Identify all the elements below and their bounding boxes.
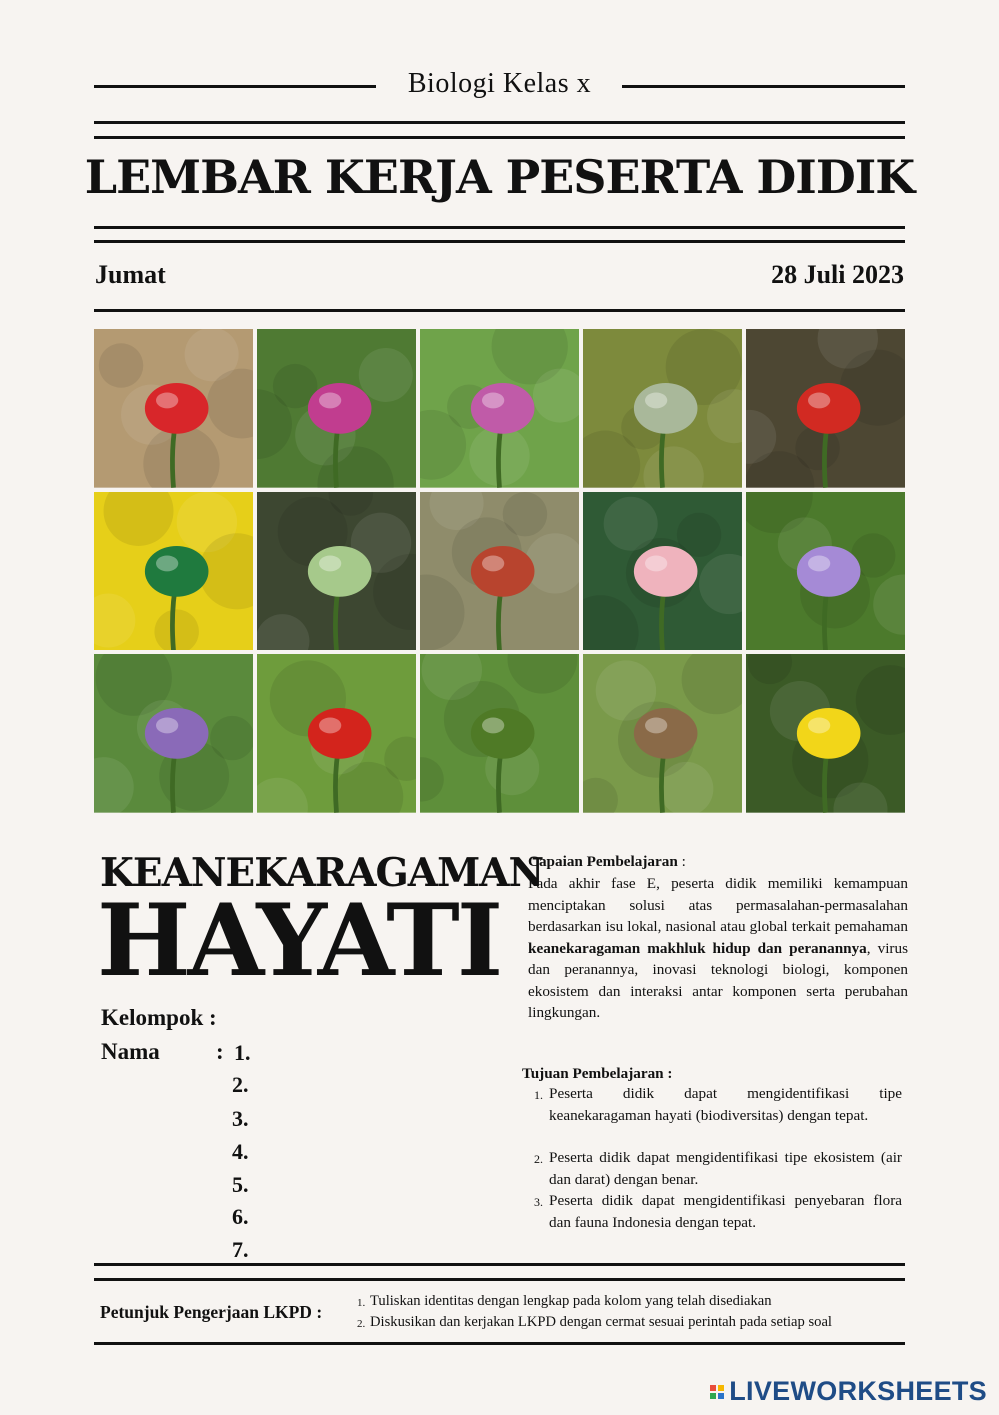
member-number-6: 6. xyxy=(232,1204,249,1229)
dragonfly-photo xyxy=(420,492,579,651)
insect-grass-photo xyxy=(583,329,742,488)
footer-rule-top-2 xyxy=(94,1278,905,1281)
date-label: 28 Juli 2023 xyxy=(771,260,904,289)
logo-square-1 xyxy=(710,1385,716,1391)
subject-label: Biologi Kelas x xyxy=(407,68,592,99)
petunjuk-item-number-1: 1. xyxy=(357,1297,366,1309)
petunjuk-item-1: Tuliskan identitas dengan lengkap pada kolom yang telah disediakan xyxy=(370,1293,772,1309)
title-rule-bottom-1 xyxy=(94,226,905,229)
tujuan-item-number-3: 3. xyxy=(534,1195,543,1209)
tujuan-item-number-1: 1. xyxy=(534,1088,543,1102)
leaf-bud-photo xyxy=(257,492,416,651)
capaian-heading-text: Capaian Pembelajaran xyxy=(528,853,678,870)
tujuan-item-1: Peserta didik dapat mengidentifikasi tipe keanekaragaman hayati (biodiversitas) dengan tepat. xyxy=(549,1085,902,1124)
topic-title-line2: HAYATI xyxy=(97,883,501,999)
petunjuk-label: Petunjuk Pengerjaan LKPD : xyxy=(100,1302,323,1322)
tujuan-item-3: Peserta didik dapat mengidentifikasi penyebaran flora dan fauna Indonesia dengan tepat. xyxy=(549,1192,902,1231)
bee-scabiosa-photo xyxy=(746,492,905,651)
title-rule-top-1 xyxy=(94,121,905,124)
member-number-1: 1. xyxy=(234,1040,251,1065)
capaian-body xyxy=(528,873,908,1024)
capaian-body-start: Pada akhir fase E, peserta didik memiliki kemampuan menciptakan solusi atas permasalahan-permasalahan berdasarkan isu lokal, nasional atau global terkait pemahaman xyxy=(528,875,908,935)
logo-square-4 xyxy=(718,1393,724,1399)
yellow-pea-flower-photo xyxy=(746,654,905,813)
member-number-5: 5. xyxy=(232,1172,249,1197)
footer-rule-top-1 xyxy=(94,1263,905,1266)
member-number-2: 2. xyxy=(232,1072,249,1097)
day-label: Jumat xyxy=(95,260,166,289)
title-rule-bottom-2 xyxy=(94,240,905,243)
title-rule-top-2 xyxy=(94,136,905,139)
tujuan-item-number-2: 2. xyxy=(534,1152,543,1166)
crane-fly-photo xyxy=(583,654,742,813)
capaian-body-bold: keanekaragaman makhluk hidup dan peranannya xyxy=(528,939,867,957)
tujuan-item-2: Peserta didik dapat mengidentifikasi tipe ekosistem (air dan darat) dengan benar. xyxy=(549,1149,902,1188)
red-mushroom-photo xyxy=(746,329,905,488)
member-number-3: 3. xyxy=(232,1106,249,1131)
beetle-yellow-flower-photo xyxy=(94,492,253,651)
capaian-heading xyxy=(528,851,686,873)
tujuan-heading-text: Tujuan Pembelajaran : xyxy=(522,1065,673,1082)
footer-rule-bottom xyxy=(94,1342,905,1345)
butterfly-clover-photo xyxy=(257,329,416,488)
date-rule xyxy=(94,309,905,312)
member-number-4: 4. xyxy=(232,1139,249,1164)
logo-square-2 xyxy=(718,1385,724,1391)
fern-fiddlehead-photo xyxy=(420,654,579,813)
ladybug-photo xyxy=(257,654,416,813)
liveworksheets-logo[interactable] xyxy=(709,1376,987,1407)
nama-colon: : xyxy=(216,1039,224,1064)
biodiversity-photo-grid xyxy=(94,329,905,813)
capaian-body-end: , virus dan peranannya, inovasi teknologi biologi, komponen ekosistem dan interaksi antar komponen serta perubahan lingkungan. xyxy=(528,939,908,1021)
nama-label: Nama xyxy=(101,1039,160,1064)
petunjuk-item-2: Diskusikan dan kerjakan LKPD dengan cermat sesuai perintah pada setiap soal xyxy=(370,1314,832,1330)
member-number-7: 7. xyxy=(232,1237,249,1262)
pink-flower-leaf-photo xyxy=(420,329,579,488)
tujuan-heading xyxy=(522,1063,672,1085)
oat-poppy-photo xyxy=(94,329,253,488)
topic-title-line1: KEANEKARAGAMAN xyxy=(100,850,544,896)
page-title: LEMBAR KERJA PESERTA DIDIK xyxy=(84,150,915,204)
water-lily-photo xyxy=(583,492,742,651)
liveworksheets-logo-icon xyxy=(709,1384,725,1400)
kelompok-label: Kelompok : xyxy=(101,1005,217,1030)
logo-square-3 xyxy=(710,1393,716,1399)
petunjuk-item-number-2: 2. xyxy=(357,1318,366,1330)
capaian-heading-colon: : xyxy=(677,853,686,870)
liveworksheets-logo-text: LIVEWORKSHEETS xyxy=(729,1376,987,1406)
phacelia-photo xyxy=(94,654,253,813)
